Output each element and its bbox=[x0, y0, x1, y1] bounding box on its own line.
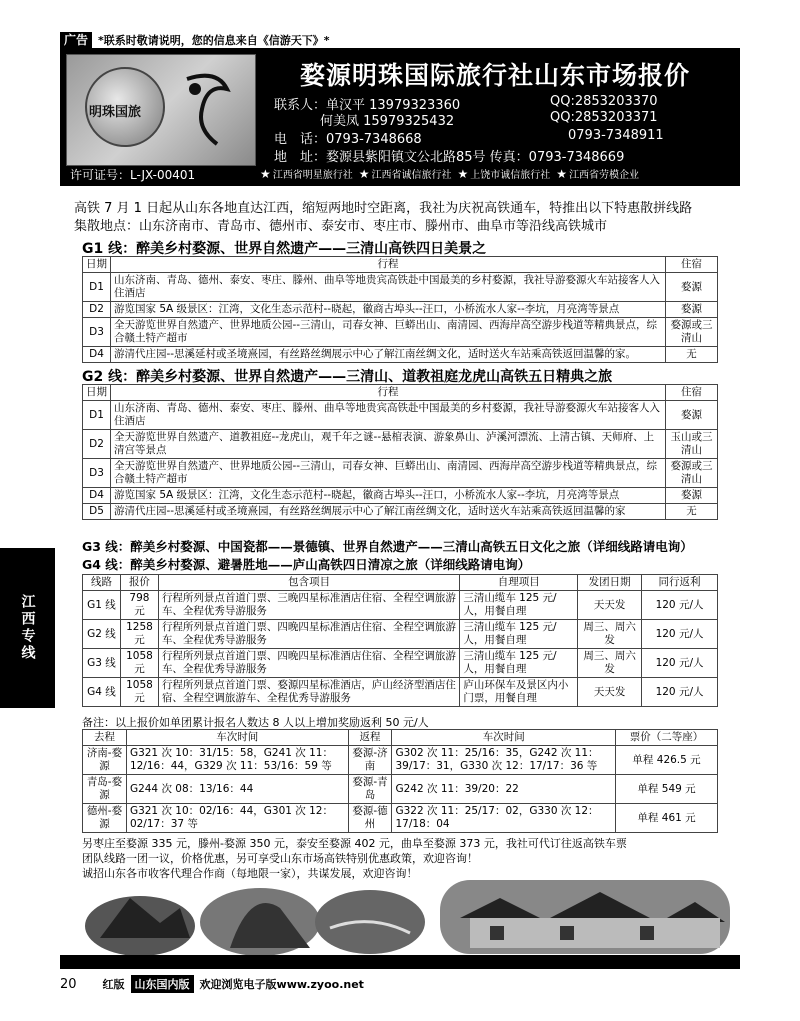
side-tab: 江西专线 bbox=[0, 548, 55, 708]
table-row: G3 线 1058 元 行程所列景点首道门票、四晚四星标准酒店住宿、全程空调旅游车、全程优秀导游服务 三清山缆车 125 元/人，用餐自理 周三、周六发 120 元/人 bbox=[83, 649, 718, 678]
badge: ★ 上饶市诚信旅行社 bbox=[457, 166, 551, 181]
g4-title: G4 线：醉美乡村婺源、避暑胜地——庐山高铁四日清凉之旅（详细线路请电询） bbox=[82, 557, 531, 572]
price-remark: 备注：以上报价如单团累计报名人数达 8 人以上增加奖励返利 50 元/人 bbox=[82, 716, 429, 729]
bottom-bar bbox=[60, 955, 740, 969]
table-row: D4 游览国家 5A 级景区：江湾，文化生态示范村--晓起，徽商古埠头--汪口，小桥流水人家--李坑，月亮湾等景点 婺源 bbox=[83, 488, 718, 504]
agency-header bbox=[60, 48, 740, 186]
license-number: 许可证号：L-JX-00401 bbox=[70, 168, 196, 182]
train-table bbox=[82, 729, 718, 833]
phone-2: 0793-7348911 bbox=[568, 128, 664, 143]
ad-tag: 广告 bbox=[60, 32, 92, 48]
qq-2: QQ:2853203371 bbox=[550, 110, 658, 125]
star-icon: ★ bbox=[358, 166, 370, 181]
table-row: D4 游清代庄园--思溪延村或圣境熹园，有丝路丝绸展示中心了解江南丝绸文化，适时送火车站乘高铁返回温馨的家。 无 bbox=[83, 347, 718, 363]
address: 地 址：婺源县紫阳镇文公北路85号 传真：0793-7348669 bbox=[274, 150, 625, 165]
ad-line bbox=[60, 31, 330, 48]
footer bbox=[60, 975, 364, 993]
star-icon: ★ bbox=[457, 166, 469, 181]
g1-title: G1 线：醉美乡村婺源、世界自然遗产——三清山高铁四日美景之 bbox=[82, 241, 487, 257]
edition: 红版 bbox=[102, 978, 125, 991]
phone: 电 话：0793-7348668 bbox=[274, 132, 422, 147]
table-row: 青岛-婺源 G244 次 08：13/16：44 婺源-青岛 G242 次 11：39/20：22 单程 549 元 bbox=[83, 775, 718, 804]
badge: ★ 江西省劳模企业 bbox=[556, 166, 640, 181]
table-row: G4 线 1058 元 行程所列景点首道门票、婺源四星标准酒店，庐山经济型酒店住宿、全程空调旅游车、全程优秀导游服务 庐山环保车及景区内小门票，用餐自理 天天发 120 元/人 bbox=[83, 678, 718, 707]
contact-person-2: 何美凤 15979325432 bbox=[320, 114, 455, 129]
intro-line-1: 高铁 7 月 1 日起从山东各地直达江西，缩短两地时空距离，我社为庆祝高铁通车，特推出以下特惠散拼线路 bbox=[74, 201, 693, 216]
star-icon: ★ bbox=[556, 166, 568, 181]
table-row: 济南-婺源 G321 次 10：31/15：58，G241 次 11：12/16：44，G329 次 11：53/16：59 等 婺源-济南 G302 次 11：25/16：35，G242 次 11：39/17：31，G330 次 12：17/17：36 等 单程 426.5 元 bbox=[83, 746, 718, 775]
table-row: D3 全天游览世界自然遗产、世界地质公园--三清山，司春女神、巨蟒出山、南清园、西海岸高空游步栈道等精典景点，综合赣土特产超市 婺源或三清山 bbox=[83, 318, 718, 347]
table-header: 线路 报价 包含项目 自理项目 发团日期 同行返利 bbox=[83, 575, 718, 591]
ad-note: *联系时敬请说明，您的信息来自《信游天下》* bbox=[98, 33, 330, 47]
footer-text: 欢迎浏览电子版www.zyoo.net bbox=[199, 978, 364, 991]
g1-itinerary-table bbox=[82, 256, 718, 363]
table-row: D5 游清代庄园--思溪延村或圣境熹园，有丝路丝绸展示中心了解江南丝绸文化，适时送火车站乘高铁返回温馨的家 无 bbox=[83, 504, 718, 520]
agency-title: 婺源明珠国际旅行社山东市场报价 bbox=[299, 61, 690, 90]
table-row: 德州-婺源 G321 次 10：02/16：44，G301 次 12：02/17：37 等 婺源-德州 G322 次 11：25/17：02，G330 次 12：17/18：04 单程 461 元 bbox=[83, 804, 718, 833]
table-row: D1 山东济南、青岛、德州、泰安、枣庄、滕州、曲阜等地贵宾高铁赴中国最美的乡村婺源，我社导游婺源火车站接客人入住酒店 婺源 bbox=[83, 401, 718, 430]
g2-title: G2 线：醉美乡村婺源、世界自然遗产——三清山、道教祖庭龙虎山高铁五日精典之旅 bbox=[82, 369, 613, 385]
train-note-2: 团队线路一团一议，价格优惠，另可享受山东市场高铁特别优惠政策，欢迎咨询！ bbox=[82, 852, 478, 865]
table-header: 日期 行程 住宿 bbox=[83, 385, 718, 401]
g3-title: G3 线：醉美乡村婺源、中国瓷都——景德镇、世界自然遗产——三清山高铁五日文化之旅（详细线路请电询） bbox=[82, 539, 693, 554]
train-note-1: 另枣庄至婺源 335 元，滕州-婺源 350 元，泰安至婺源 402 元，曲阜至婺源 373 元，我社可代订往返高铁车票 bbox=[82, 837, 627, 850]
price-table bbox=[82, 574, 718, 707]
table-row: D3 全天游览世界自然遗产、世界地质公园--三清山，司春女神、巨蟒出山、南清园、西海岸高空游步栈道等精典景点，综合赣土特产超市 婺源或三清山 bbox=[83, 459, 718, 488]
table-row: D2 游览国家 5A 级景区：江湾，文化生态示范村--晓起，徽商古埠头--汪口，小桥流水人家--李坑，月亮湾等景点 婺源 bbox=[83, 302, 718, 318]
page-number: 20 bbox=[60, 976, 77, 992]
logo-text: 明珠国旅 bbox=[89, 105, 142, 120]
badge: ★ 江西省明星旅行社 bbox=[260, 166, 353, 181]
table-row: G2 线 1258 元 行程所列景点首道门票、四晚四星标准酒店住宿、全程空调旅游车、全程优秀导游服务 三清山缆车 125 元/人，用餐自理 周三、周六发 120 元/人 bbox=[83, 620, 718, 649]
table-row: G1 线 798 元 行程所列景点首道门票、三晚四星标准酒店住宿、全程空调旅游车、全程优秀导游服务 三清山缆车 125 元/人，用餐自理 天天发 120 元/人 bbox=[83, 591, 718, 620]
agency-logo bbox=[66, 54, 256, 166]
honor-badges bbox=[260, 166, 639, 181]
table-header: 去程 车次时间 返程 车次时间 票价（二等座） bbox=[83, 730, 718, 746]
badge: ★ 江西省诚信旅行社 bbox=[358, 166, 452, 181]
edition-region: 山东国内版 bbox=[131, 975, 194, 993]
table-row: D2 全天游览世界自然遗产、道教祖庭--龙虎山，观千年之谜--悬棺表演、游象鼻山、泸溪河漂流、上清古镇、天师府、上清宫等景点 玉山或三清山 bbox=[83, 430, 718, 459]
table-header: 日期 行程 住宿 bbox=[83, 257, 718, 273]
intro bbox=[74, 200, 734, 236]
star-icon: ★ bbox=[260, 166, 271, 181]
scenery-photos bbox=[80, 878, 740, 956]
g2-itinerary-table bbox=[82, 384, 718, 520]
intro-line-2: 集散地点：山东济南市、青岛市、德州市、泰安市、枣庄市、滕州市、曲阜市等沿线高铁城市 bbox=[74, 219, 608, 234]
table-row: D1 山东济南、青岛、德州、泰安、枣庄、滕州、曲阜等地贵宾高铁赴中国最美的乡村婺源，我社导游婺源火车站接客人入住酒店 婺源 bbox=[83, 273, 718, 302]
train-note-3: 诚招山东各市收客代理合作商（每地限一家），共谋发展，欢迎咨询！ bbox=[82, 867, 418, 880]
logo-figure-icon bbox=[177, 69, 237, 149]
qq-1: QQ:2853203370 bbox=[550, 94, 658, 109]
contact-person: 联系人：单汉平 13979323360 bbox=[274, 98, 461, 113]
